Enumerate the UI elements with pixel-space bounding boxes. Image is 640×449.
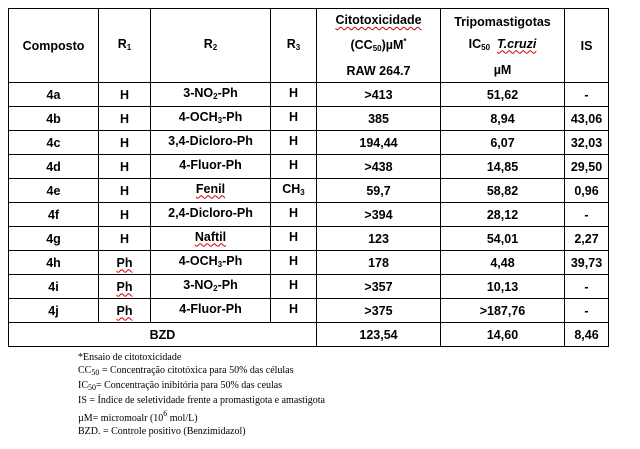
cell-is: 29,50 (565, 155, 609, 179)
cell-is: - (565, 299, 609, 323)
cell-cito: >357 (317, 275, 441, 299)
header-r3: $R_3$ (271, 9, 317, 83)
cell-r2: Fenil (151, 179, 271, 203)
cell-is: 2,27 (565, 227, 609, 251)
cell-r2: $4-OCH_3-Ph$ (151, 107, 271, 131)
header-tripomastigotas: Tripomastigotas $IC_{50}$ T.cruzi µM (441, 9, 565, 83)
cell-r3: H (271, 299, 317, 323)
cell-r3: H (271, 227, 317, 251)
cell-cito: >438 (317, 155, 441, 179)
cell-r3: H (271, 251, 317, 275)
cell-r1: H (99, 107, 151, 131)
cell-r1: Ph (99, 299, 151, 323)
cell-cito: >413 (317, 83, 441, 107)
cell-r1: H (99, 155, 151, 179)
cell-r2: 4-Fluor-Ph (151, 155, 271, 179)
cell-r1: Ph (99, 275, 151, 299)
cell-tripo: 4,48 (441, 251, 565, 275)
cell-r1: H (99, 203, 151, 227)
cell-composto: 4j (9, 299, 99, 323)
cell-composto: 4i (9, 275, 99, 299)
footnotes (78, 351, 608, 438)
cell-is: 32,03 (565, 131, 609, 155)
cell-cito: 59,7 (317, 179, 441, 203)
footnote-um: µM= micromoalr ($10^6$ mol/L) (78, 409, 198, 424)
cell-r1: H (99, 131, 151, 155)
cell-tripo: 8,94 (441, 107, 565, 131)
table-row (9, 83, 609, 107)
table-row (9, 155, 609, 179)
cell-tripo: 51,62 (441, 83, 565, 107)
table-row (9, 275, 609, 299)
results-document (8, 8, 608, 438)
cell-r2: 4-Fluor-Ph (151, 299, 271, 323)
cell-tripo: >187,76 (441, 299, 565, 323)
header-citotoxicidade: Citotoxicidade $(CC_{50})\mu M^*$ RAW 264.7 (317, 9, 441, 83)
cell-cito: 123 (317, 227, 441, 251)
header-row (9, 9, 609, 83)
header-composto: Composto (9, 9, 99, 83)
cell-r2: $3-NO_2-Ph$ (151, 83, 271, 107)
table-row (9, 227, 609, 251)
footnote-is: IS = Índice de seletividade frente a promastigota e amastigota (78, 395, 325, 406)
cell-cito: 178 (317, 251, 441, 275)
cell-tripo: 6,07 (441, 131, 565, 155)
cell-r1: H (99, 179, 151, 203)
table-row (9, 203, 609, 227)
cell-r2: $3-NO_2-Ph$ (151, 275, 271, 299)
cell-tripo: 10,13 (441, 275, 565, 299)
cell-composto: 4g (9, 227, 99, 251)
cell-composto: 4a (9, 83, 99, 107)
cell-composto: 4c (9, 131, 99, 155)
cell-r1: H (99, 227, 151, 251)
cell-r3: H (271, 83, 317, 107)
cell-composto: 4e (9, 179, 99, 203)
cell-composto: 4d (9, 155, 99, 179)
cell-r1: H (99, 83, 151, 107)
bzd-tripo: 14,60 (441, 323, 565, 347)
results-table (8, 8, 609, 347)
table-row (9, 131, 609, 155)
cell-r2: 2,4-Dicloro-Ph (151, 203, 271, 227)
footnote-bzd: BZD. = Controle positivo (Benzimidazol) (78, 426, 246, 437)
cell-r2: $4-OCH_3-Ph$ (151, 251, 271, 275)
header-r2: $R_2$ (151, 9, 271, 83)
bzd-row (9, 323, 609, 347)
cell-r2: 3,4-Dicloro-Ph (151, 131, 271, 155)
bzd-is: 8,46 (565, 323, 609, 347)
cell-r2: Naftil (151, 227, 271, 251)
footnote-ic50: $IC_{50}=$ Concentração inibitória para 50% das ceulas (78, 380, 283, 392)
cell-tripo: 54,01 (441, 227, 565, 251)
cell-r3: H (271, 275, 317, 299)
table-body (9, 83, 609, 323)
cell-composto: 4h (9, 251, 99, 275)
cell-is: 39,73 (565, 251, 609, 275)
bzd-cito: 123,54 (317, 323, 441, 347)
cell-cito: 194,44 (317, 131, 441, 155)
cell-cito: >394 (317, 203, 441, 227)
cell-cito: >375 (317, 299, 441, 323)
bzd-label: BZD (9, 323, 317, 347)
table-row (9, 179, 609, 203)
cell-is: 43,06 (565, 107, 609, 131)
cell-r3: H (271, 107, 317, 131)
cell-is: 0,96 (565, 179, 609, 203)
footnote-cc50: $CC_{50}$ = Concentração citotóxica para 50% das células (78, 365, 294, 377)
cell-r3: H (271, 155, 317, 179)
cell-is: - (565, 203, 609, 227)
header-is: IS (565, 9, 609, 83)
table-row (9, 299, 609, 323)
cell-r1: Ph (99, 251, 151, 275)
cell-r3: $CH_3$ (271, 179, 317, 203)
cell-tripo: 14,85 (441, 155, 565, 179)
cell-is: - (565, 83, 609, 107)
cell-composto: 4b (9, 107, 99, 131)
footnote-ensaio: *Ensaio de citotoxicidade (78, 352, 182, 363)
header-r1: $R_1$ (99, 9, 151, 83)
cell-r3: H (271, 131, 317, 155)
cell-cito: 385 (317, 107, 441, 131)
table-row (9, 107, 609, 131)
cell-tripo: 28,12 (441, 203, 565, 227)
cell-is: - (565, 275, 609, 299)
cell-r3: H (271, 203, 317, 227)
cell-tripo: 58,82 (441, 179, 565, 203)
cell-composto: 4f (9, 203, 99, 227)
table-row (9, 251, 609, 275)
